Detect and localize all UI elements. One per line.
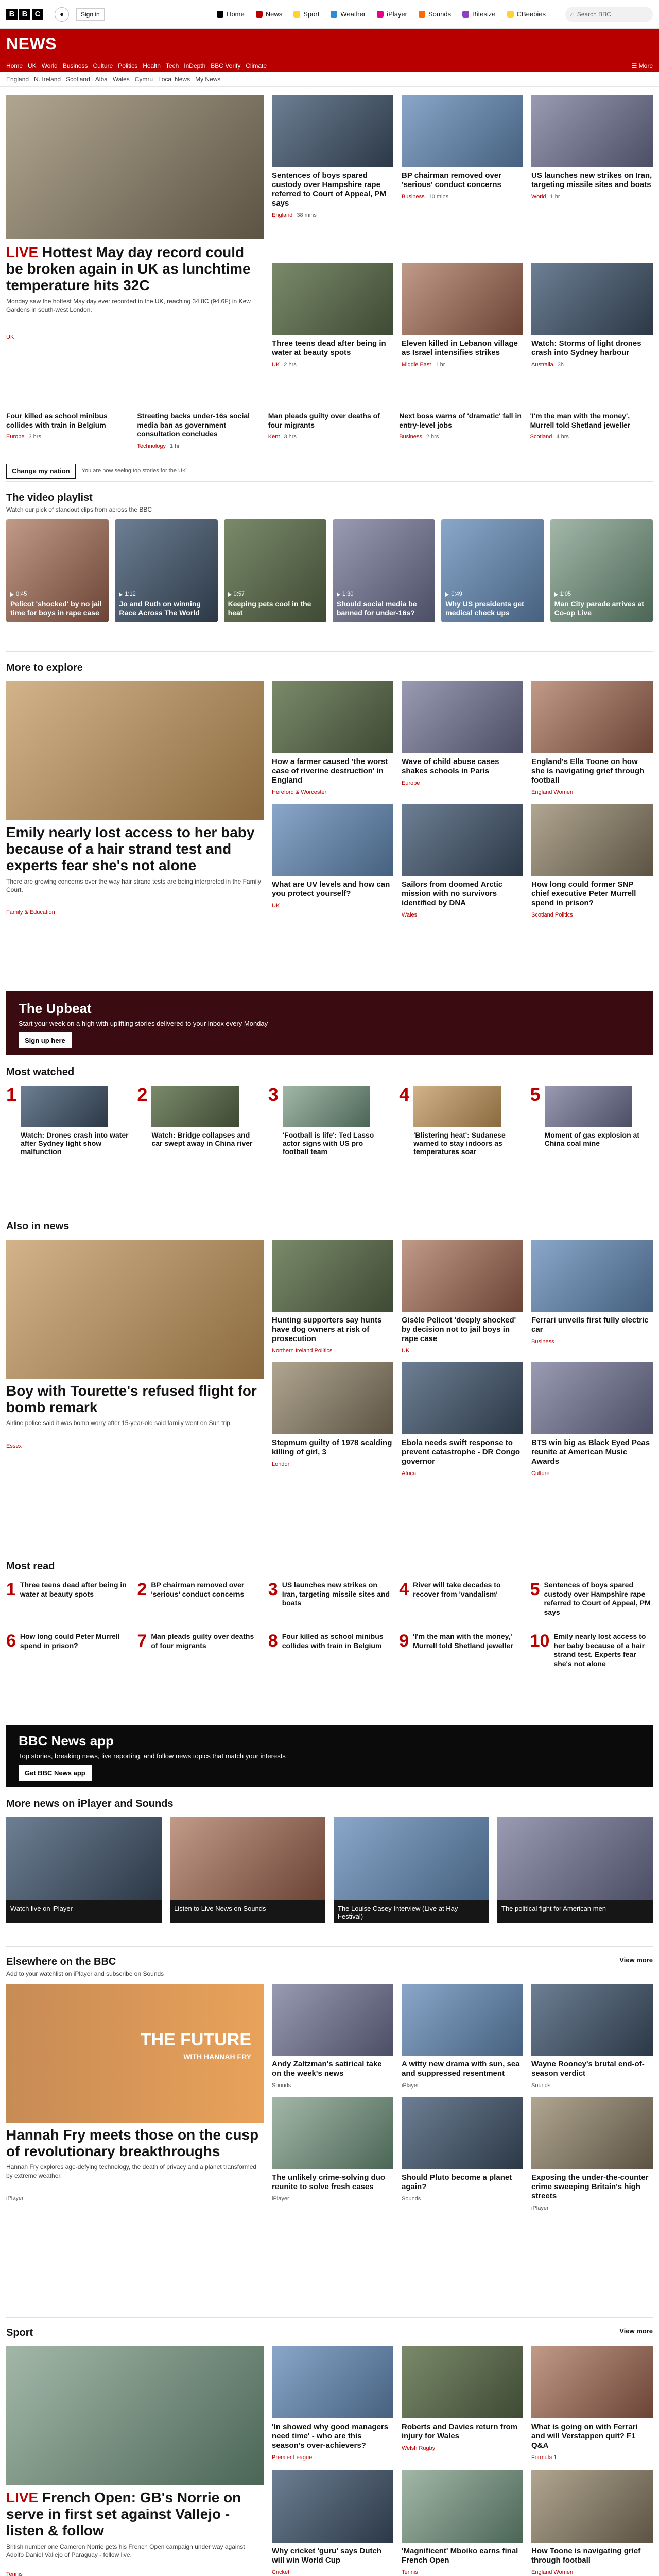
news-banner (0, 29, 659, 59)
story-image (272, 95, 393, 167)
lead-story[interactable]: Emily nearly lost access to her baby because of a hair strand test and experts fear she's not alone There are growing concerns over the way hair strand tests are being interpreted in the Family Court. Family & Education (6, 681, 264, 918)
story-card[interactable] (402, 263, 523, 404)
story-image (402, 263, 523, 335)
story-image (402, 681, 523, 753)
nav-home[interactable]: Home (217, 10, 245, 18)
nav-news[interactable]: News (256, 10, 283, 18)
top-text-row (6, 404, 653, 461)
most-read-section (6, 1550, 653, 1725)
sign-in-button[interactable]: Sign in (76, 8, 105, 21)
story-title: Sentences of boys spared custody over Hampshire rape referred to Court of Appeal, PM says (272, 171, 386, 208)
story-image (272, 2470, 393, 2543)
lead-story-image: THE FUTURE WITH HANNAH FRY (6, 1984, 264, 2123)
lead-story-title: Hottest May day record could be broken again in UK as lunchtime temperature hits 32C (6, 244, 251, 294)
story-image (402, 804, 523, 876)
story-card[interactable]: Exposing the under-the-counter crime sweeping Britain's high streets iPlayer (531, 2097, 653, 2211)
most-read-item[interactable]: 10 Emily nearly lost access to her baby because of a hair strand test. Experts fear she's not alone (530, 1631, 646, 1668)
story-image (402, 1240, 523, 1312)
tab-home[interactable]: Home (6, 62, 23, 70)
story-image (272, 1984, 393, 2056)
story-card[interactable] (272, 95, 393, 255)
sport-section (6, 2317, 653, 2576)
story-title: Three teens dead after being in water at beauty spots (272, 339, 386, 357)
story-card[interactable]: Why cricket 'guru' says Dutch will win World Cup Cricket (272, 2470, 393, 2576)
iplayer-icon (377, 11, 384, 18)
bitesize-icon (462, 11, 469, 18)
story-image (531, 1984, 653, 2056)
most-watched-item[interactable]: 4 'Blistering heat': Sudanese warned to stay indoors as temperatures soar (399, 1084, 506, 1156)
news-icon (256, 11, 263, 18)
section-title: Most watched (6, 1066, 75, 1078)
home-icon (217, 11, 223, 18)
story-image (272, 263, 393, 335)
tab-indepth[interactable]: InDepth (184, 62, 206, 70)
story-image (531, 263, 653, 335)
lead-story-image (6, 2346, 264, 2485)
story-image (531, 1362, 653, 1434)
video-tile[interactable]: 1:30 Should social media be banned for under-16s? (333, 519, 435, 622)
story-card[interactable]: Ebola needs swift response to prevent catastrophe - DR Congo governor Africa (402, 1362, 523, 1477)
section-title: Sport (6, 2327, 33, 2338)
story-image (531, 2346, 653, 2418)
story-card[interactable]: 'In showed why good managers need time' - who are this season's over-achievers? Premier League (272, 2346, 393, 2462)
most-read-item[interactable]: 2 BP chairman removed over 'serious' conduct concerns (137, 1580, 245, 1599)
lead-story-meta: UK (6, 334, 14, 341)
story-meta: World 1 hr (531, 194, 560, 200)
story-image (272, 1362, 393, 1434)
tab-culture[interactable]: Culture (93, 62, 113, 70)
section-title: Most read (6, 1561, 55, 1572)
story-card[interactable]: The unlikely crime-solving duo reunite to solve fresh cases iPlayer (272, 2097, 393, 2211)
most-read-item[interactable]: 4 River will take decades to recover from 'vandalism' (399, 1580, 501, 1599)
story-image (402, 95, 523, 167)
story-card[interactable]: Roberts and Davies return from injury for Wales Welsh Rugby (402, 2346, 523, 2462)
story-image (272, 2097, 393, 2169)
account-icon[interactable]: ● (55, 7, 69, 22)
tab-climate[interactable]: Climate (246, 62, 267, 70)
lead-story[interactable]: Boy with Tourette's refused flight for bomb remark Airline police said it was bomb worry after 15-year-old said family went on Sun trip. Essex (6, 1240, 264, 1477)
region-my-news[interactable]: My News (195, 75, 221, 83)
tab-tech[interactable]: Tech (165, 62, 179, 70)
more-to-explore-section (6, 651, 653, 991)
story-card[interactable]: How a farmer caused 'the worst case of riverine destruction' in England Hereford & Worcester (272, 681, 393, 795)
story-title: US launches new strikes on Iran, targeting missile sites and boats (531, 171, 652, 189)
story-meta: England 38 mins (272, 212, 317, 218)
story-meta: UK 2 hrs (272, 362, 297, 368)
most-watched-item[interactable]: 3 'Football is life': Ted Lasso actor signs with US pro football team (268, 1084, 374, 1156)
text-story[interactable]: Next boss warns of 'dramatic' fall in entry-level jobs Business 2 hrs (399, 412, 522, 440)
tab-business[interactable]: Business (62, 62, 88, 70)
story-image (531, 2470, 653, 2543)
video-tile[interactable]: 1:12 Jo and Ruth on winning Race Across The World (115, 519, 217, 622)
story-card[interactable]: Wayne Rooney's brutal end-of-season verdict Sounds (531, 1984, 653, 2089)
nation-note: You are now seeing top stories for the UK (81, 468, 186, 474)
media-image (170, 1817, 325, 1900)
most-read-item[interactable]: 1 Three teens dead after being in water at beauty spots (6, 1580, 127, 1599)
live-badge: LIVE (6, 2489, 39, 2505)
nav-sport[interactable]: Sport (293, 10, 319, 18)
region-nav (0, 72, 659, 87)
video-thumbnail (413, 1086, 501, 1127)
lead-story-summary: Monday saw the hottest May day ever recorded in the UK, reaching 34.8C (94.6F) in Kew Gardens in south-west London. (6, 297, 251, 313)
sounds-icon (419, 11, 425, 18)
most-watched-item[interactable]: 1 Watch: Drones crash into water after Sydney light show malfunction (6, 1084, 129, 1156)
news-tabs (0, 59, 659, 72)
video-playlist-section (6, 481, 653, 651)
most-watched-section (6, 1055, 653, 1210)
most-watched-item[interactable]: 2 Watch: Bridge collapses and car swept away in China river (137, 1084, 253, 1147)
story-title: Watch: Storms of light drones crash into Sydney harbour (531, 339, 641, 357)
search-icon: ⌕ (570, 10, 574, 18)
play-icon (228, 592, 232, 597)
play-icon (554, 592, 558, 597)
lead-story[interactable]: LIVE French Open: GB's Norrie on serve in first set against Vallejo - listen & follow British number one Cameron Norrie gets his French Open campaign under way against Adolfo Daniel Vallejo of Paraguay - follow live. Tennis (6, 2346, 264, 2576)
story-card[interactable]: A witty new drama with sun, sea and suppressed resentment iPlayer (402, 1984, 523, 2089)
story-image (272, 2346, 393, 2418)
story-card[interactable]: How Toone is navigating grief through football England Women (531, 2470, 653, 2576)
story-card[interactable] (272, 263, 393, 404)
region-local-news[interactable]: Local News (158, 75, 190, 83)
region-ni[interactable]: N. Ireland (34, 75, 61, 83)
video-tile[interactable]: 0:49 Why US presidents get medical check ups (441, 519, 544, 622)
top-bar (0, 0, 659, 29)
also-in-news-section (6, 1210, 653, 1550)
lead-story[interactable]: THE FUTURE WITH HANNAH FRY Hannah Fry meets those on the cusp of revolutionary breakthroughs Hannah Fry explores age-defying technology, the death of privacy and a planet transformed by extreme weather. iPlayer (6, 1984, 264, 2211)
story-image (272, 804, 393, 876)
news-app-promo: BBC News app Top stories, breaking news, live reporting, and follow news topics that match your interests Get BBC News app (6, 1725, 653, 1787)
more-menu-button[interactable]: ☰ More (631, 62, 653, 70)
story-card[interactable]: Hunting supporters say hunts have dog owners at risk of prosecution Northern Ireland Politics (272, 1240, 393, 1354)
get-app-button[interactable]: Get BBC News app (19, 1765, 92, 1781)
text-story[interactable]: Man pleads guilty over deaths of four migrants Kent 3 hrs (268, 412, 380, 440)
most-read-item[interactable]: 6 How long could Peter Murrell spend in prison? (6, 1631, 120, 1651)
text-story[interactable]: 'I'm the man with the money', Murrell told Shetland jeweller Scotland 4 hrs (530, 412, 631, 440)
story-card[interactable]: Should Pluto become a planet again? Sounds (402, 2097, 523, 2211)
most-read-item[interactable]: 7 Man pleads guilty over deaths of four migrants (137, 1631, 254, 1651)
video-tile[interactable]: 0:57 Keeping pets cool in the heat (224, 519, 326, 622)
lead-story-image (6, 95, 264, 239)
story-image (531, 1240, 653, 1312)
lead-story[interactable] (6, 95, 264, 404)
upbeat-newsletter-promo: The Upbeat Start your week on a high with uplifting stories delivered to your inbox every Monday Sign up here (6, 991, 653, 1055)
section-title: The video playlist (6, 492, 93, 503)
video-thumbnail (545, 1086, 632, 1127)
media-image (6, 1817, 162, 1900)
section-title: More news on iPlayer and Sounds (6, 1798, 174, 1809)
news-title[interactable]: NEWS (6, 34, 57, 53)
text-story[interactable]: Streeting backs under-16s social media ban as government consultation concludes Technology 1 hr (137, 412, 250, 449)
section-title: Elsewhere on the BBC (6, 1956, 116, 1968)
section-title: More to explore (6, 662, 83, 673)
play-icon (337, 592, 340, 597)
story-image (272, 681, 393, 753)
story-image (402, 2097, 523, 2169)
region-alba[interactable]: Alba (95, 75, 108, 83)
story-image (531, 2097, 653, 2169)
story-card[interactable]: England's Ella Toone on how she is navigating grief through football England Women (531, 681, 653, 795)
weather-icon (331, 11, 337, 18)
story-title: Eleven killed in Lebanon village as Israel intensifies strikes (402, 339, 518, 357)
play-icon (445, 592, 449, 597)
story-image (272, 1240, 393, 1312)
story-card[interactable]: Andy Zaltzman's satirical take on the week's news Sounds (272, 1984, 393, 2089)
nation-bar (6, 461, 653, 481)
region-wales[interactable]: Wales (112, 75, 130, 83)
story-image (531, 95, 653, 167)
media-tile[interactable]: The Louise Casey Interview (Live at Hay Festival) (334, 1817, 489, 1923)
story-card[interactable]: Stepmum guilty of 1978 scalding killing of girl, 3 London (272, 1362, 393, 1477)
story-image (531, 681, 653, 753)
video-tile[interactable]: 1:05 Man City parade arrives at Co-op Live (550, 519, 653, 622)
media-tile[interactable]: The political fight for American men (497, 1817, 653, 1923)
most-watched-item[interactable]: 5 Moment of gas explosion at China coal mine (530, 1084, 639, 1147)
tab-world[interactable]: World (41, 62, 58, 70)
tab-bbc-verify[interactable]: BBC Verify (211, 62, 241, 70)
region-england[interactable]: England (6, 75, 29, 83)
story-image (531, 804, 653, 876)
sport-icon (293, 11, 300, 18)
video-tile[interactable]: 0:45 Pelicot 'shocked' by no jail time for boys in rape case (6, 519, 109, 622)
media-image (497, 1817, 653, 1900)
play-icon (10, 592, 14, 597)
elsewhere-section (6, 1946, 653, 2317)
story-card[interactable]: Wave of child abuse cases shakes schools in Paris Europe (402, 681, 523, 795)
view-more-link[interactable]: View more (619, 2327, 653, 2335)
section-subtitle: Add to your watchlist on iPlayer and subscribe on Sounds (6, 1970, 164, 1977)
text-story[interactable]: Four killed as school minibus collides with train in Belgium Europe 3 hrs (6, 412, 108, 440)
story-meta: Middle East 1 hr (402, 362, 445, 368)
story-card[interactable]: What are UV levels and how can you protect yourself? UK (272, 804, 393, 918)
view-more-link[interactable]: View more (619, 1956, 653, 1964)
play-icon (119, 592, 123, 597)
story-card[interactable]: How long could former SNP chief executive Peter Murrell spend in prison? Scotland Politics (531, 804, 653, 918)
most-read-item[interactable]: 8 Four killed as school minibus collides with train in Belgium (268, 1631, 384, 1651)
nav-weather[interactable]: Weather (331, 10, 366, 18)
story-image (402, 2346, 523, 2418)
video-thumbnail (151, 1086, 239, 1127)
story-card[interactable]: Sailors from doomed Arctic mission with no survivors identified by DNA Wales (402, 804, 523, 918)
tab-uk[interactable]: UK (28, 62, 37, 70)
story-card[interactable]: Gisèle Pelicot 'deeply shocked' by decision not to jail boys in rape case UK (402, 1240, 523, 1354)
bbc-logo[interactable]: B B C (6, 9, 43, 20)
story-image (402, 1984, 523, 2056)
story-meta: Australia 3h (531, 362, 564, 368)
top-stories (6, 95, 653, 404)
media-image (334, 1817, 489, 1900)
most-read-item[interactable]: 9 'I'm the man with the money,' Murrell told Shetland jeweller (399, 1631, 513, 1651)
lead-story-image (6, 681, 264, 820)
tab-health[interactable]: Health (143, 62, 161, 70)
tab-politics[interactable]: Politics (118, 62, 138, 70)
cbeebies-icon (507, 11, 514, 18)
nav-cbeebies[interactable]: CBeebies (507, 10, 546, 18)
most-read-item[interactable]: 3 US launches new strikes on Iran, targeting missile sites and boats (268, 1580, 390, 1607)
story-card[interactable] (402, 95, 523, 255)
media-tile[interactable]: Listen to Live News on Sounds (170, 1817, 325, 1923)
story-card[interactable]: What is going on with Ferrari and will Verstappen quit? F1 Q&A Formula 1 (531, 2346, 653, 2462)
region-cymru[interactable]: Cymru (134, 75, 153, 83)
story-image (402, 2470, 523, 2543)
video-thumbnail (283, 1086, 370, 1127)
top-nav (217, 7, 653, 22)
story-meta: Business 10 mins (402, 194, 449, 200)
nav-bitesize[interactable]: Bitesize (462, 10, 496, 18)
search-input[interactable]: ⌕ Search BBC (565, 7, 653, 22)
region-scotland[interactable]: Scotland (66, 75, 90, 83)
story-card[interactable] (531, 95, 653, 255)
live-badge: LIVE (6, 244, 39, 260)
video-thumbnail (21, 1086, 108, 1127)
section-title: Also in news (6, 1221, 70, 1232)
media-tile[interactable]: Watch live on iPlayer (6, 1817, 162, 1923)
story-card[interactable]: Ferrari unveils first fully electric car Business (531, 1240, 653, 1354)
most-read-item[interactable]: 5 Sentences of boys spared custody over Hampshire rape referred to Court of Appeal, PM says (530, 1580, 651, 1616)
iplayer-sounds-section (6, 1787, 653, 1946)
section-subtitle: Watch our pick of standout clips from across the BBC (6, 506, 152, 513)
story-image (402, 1362, 523, 1434)
story-card[interactable]: BTS win big as Black Eyed Peas reunite at American Music Awards Culture (531, 1362, 653, 1477)
nav-sounds[interactable]: Sounds (419, 10, 451, 18)
nav-iplayer[interactable]: iPlayer (377, 10, 407, 18)
story-title: BP chairman removed over 'serious' conduct concerns (402, 171, 501, 189)
lead-story-image (6, 1240, 264, 1379)
sign-up-button[interactable]: Sign up here (19, 1032, 72, 1048)
change-nation-button[interactable]: Change my nation (6, 464, 76, 479)
story-card[interactable] (531, 263, 653, 404)
story-card[interactable]: 'Magnificent' Mboiko earns final French Open Tennis (402, 2470, 523, 2576)
